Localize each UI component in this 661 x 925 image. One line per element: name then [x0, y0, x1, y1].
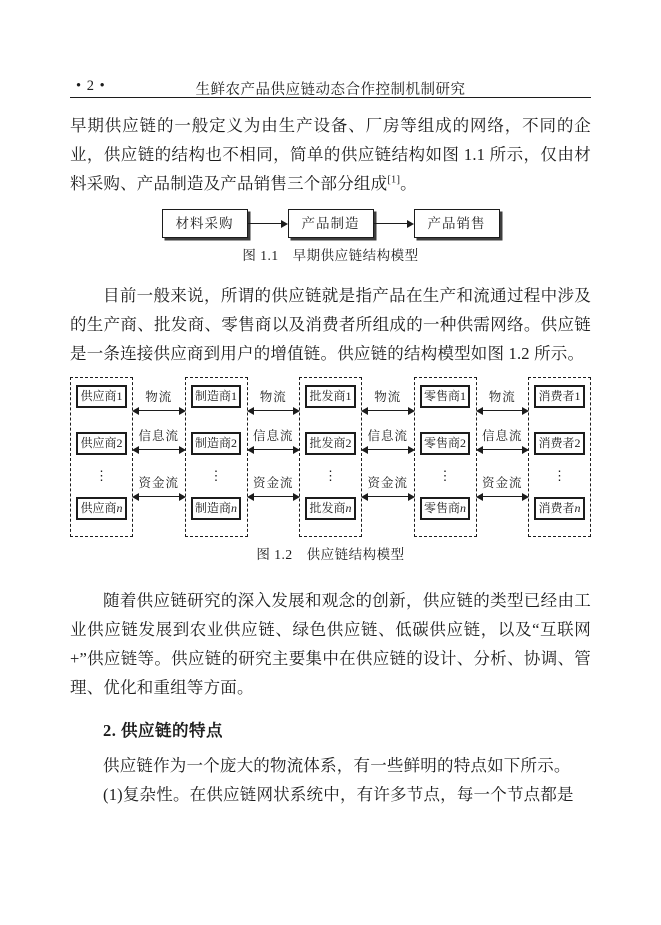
flow-label: 信息流 [138, 429, 179, 443]
node-box: 制造商2 [191, 432, 241, 455]
flow-label: 资金流 [367, 476, 408, 490]
paragraph: 随着供应链研究的深入发展和观念的创新，供应链的类型已经由工业供应链发展到农业供应链、绿色供应链、低碳供应链，以及“互联网+”供应链等。供应链的研究主要集中在供应链的设计、分析、协调、管理、优化和重组等方面。 [70, 591, 591, 697]
figure-1-2-caption: 图 1.2 供应链结构模型 [256, 547, 405, 562]
citation-ref: [1] [387, 174, 401, 186]
figure-1-1-caption: 图 1.1 早期供应链结构模型 [242, 248, 419, 263]
section-heading: 2. 供应链的特点 [103, 721, 223, 740]
vertical-ellipsis: ⋮ [209, 468, 223, 483]
flow-arrows-gap [362, 377, 414, 537]
flow-label: 资金流 [252, 476, 294, 490]
flow-label: 物流 [374, 390, 402, 404]
flow-label: 物流 [488, 390, 516, 404]
double-arrow-icon [248, 492, 300, 501]
flow-capital [248, 475, 300, 501]
page-number: • 2 • [76, 78, 106, 94]
flow-information [133, 428, 185, 454]
node-box: 零售商2 [420, 432, 470, 455]
flow-label: 信息流 [367, 429, 408, 443]
flow-label: 物流 [259, 390, 287, 404]
vertical-ellipsis: ⋮ [553, 468, 566, 483]
running-title: 生鲜农产品供应链动态合作控制机制研究 [195, 82, 466, 98]
flow-information [362, 428, 414, 454]
right-arrow-icon [248, 219, 288, 228]
flow-arrows-gap [133, 377, 185, 537]
node-box: 消费者1 [534, 385, 584, 408]
node-box: 制造商1 [191, 385, 241, 408]
supply-column-manufacturers [185, 377, 248, 537]
double-arrow-icon [477, 492, 529, 501]
double-arrow-icon [477, 445, 529, 454]
flow-logistics [362, 389, 414, 415]
flow-capital [362, 475, 414, 501]
figure-1-1 [70, 209, 591, 238]
flow-label: 物流 [145, 390, 173, 404]
node-box: 供应商1 [76, 385, 126, 408]
node-box: 制造商n [191, 497, 241, 520]
paragraph [70, 111, 591, 198]
flow-logistics [477, 389, 529, 415]
node-box: 批发商n [305, 497, 355, 520]
running-header [70, 78, 591, 98]
node-box: 供应商2 [76, 432, 126, 455]
flow-label: 资金流 [481, 476, 523, 490]
paragraph: 目前一般来说，所谓的供应链就是指产品在生产和流通过程中涉及的生产商、批发商、零售商以及消费者所组成的一种供需网络。供应链是一条连接供应商到用户的增值链。供应链的结构模型如图 1.2 所示。 [70, 286, 591, 363]
double-arrow-icon [362, 406, 414, 415]
flow-label: 信息流 [481, 429, 523, 443]
figure-1-2 [70, 377, 591, 537]
double-arrow-icon [248, 445, 300, 454]
paragraph: 供应链作为一个庞大的物流体系，有一些鲜明的特点如下所示。 [103, 756, 571, 775]
double-arrow-icon [362, 492, 414, 501]
flow-arrows-gap [248, 377, 300, 537]
flow-label: 信息流 [252, 429, 294, 443]
double-arrow-icon [133, 492, 185, 501]
paragraph: (1)复杂性。在供应链网状系统中，有许多节点，每一个节点都是 [103, 785, 574, 804]
vertical-ellipsis: ⋮ [95, 468, 108, 483]
double-arrow-icon [248, 406, 300, 415]
double-arrow-icon [477, 406, 529, 415]
double-arrow-icon [362, 445, 414, 454]
vertical-ellipsis: ⋮ [324, 468, 337, 483]
node-box: 零售商1 [420, 385, 470, 408]
paragraph-text: 早期供应链的一般定义为由生产设备、厂房等组成的网络，不同的企业，供应链的结构也不相同，简单的供应链结构如图 1.1 所示，仅由材料采购、产品制造及产品销售三个部分组成 [70, 116, 591, 193]
node-box: 批发商1 [305, 385, 355, 408]
node-box: 零售商n [420, 497, 470, 520]
flow-capital [477, 475, 529, 501]
flow-capital [133, 475, 185, 501]
flow-logistics [248, 389, 300, 415]
supply-column-wholesalers [299, 377, 362, 537]
process-box-material-procurement: 材料采购 [162, 209, 248, 238]
node-box: 消费者n [534, 497, 584, 520]
node-box: 批发商2 [305, 432, 355, 455]
process-box-product-manufacturing: 产品制造 [288, 209, 374, 238]
node-box: 消费者2 [534, 432, 584, 455]
process-box-product-sales: 产品销售 [414, 209, 500, 238]
flow-logistics [133, 389, 185, 415]
node-box: 供应商n [76, 497, 126, 520]
supply-column-consumers [528, 377, 591, 537]
flow-information [477, 428, 529, 454]
flow-label: 资金流 [138, 476, 179, 490]
double-arrow-icon [133, 406, 185, 415]
flow-arrows-gap [477, 377, 529, 537]
vertical-ellipsis: ⋮ [438, 468, 452, 483]
double-arrow-icon [133, 445, 185, 454]
right-arrow-icon [374, 219, 414, 228]
supply-column-suppliers [70, 377, 133, 537]
paragraph-text: 。 [400, 174, 417, 193]
supply-column-retailers [414, 377, 477, 537]
flow-information [248, 428, 300, 454]
